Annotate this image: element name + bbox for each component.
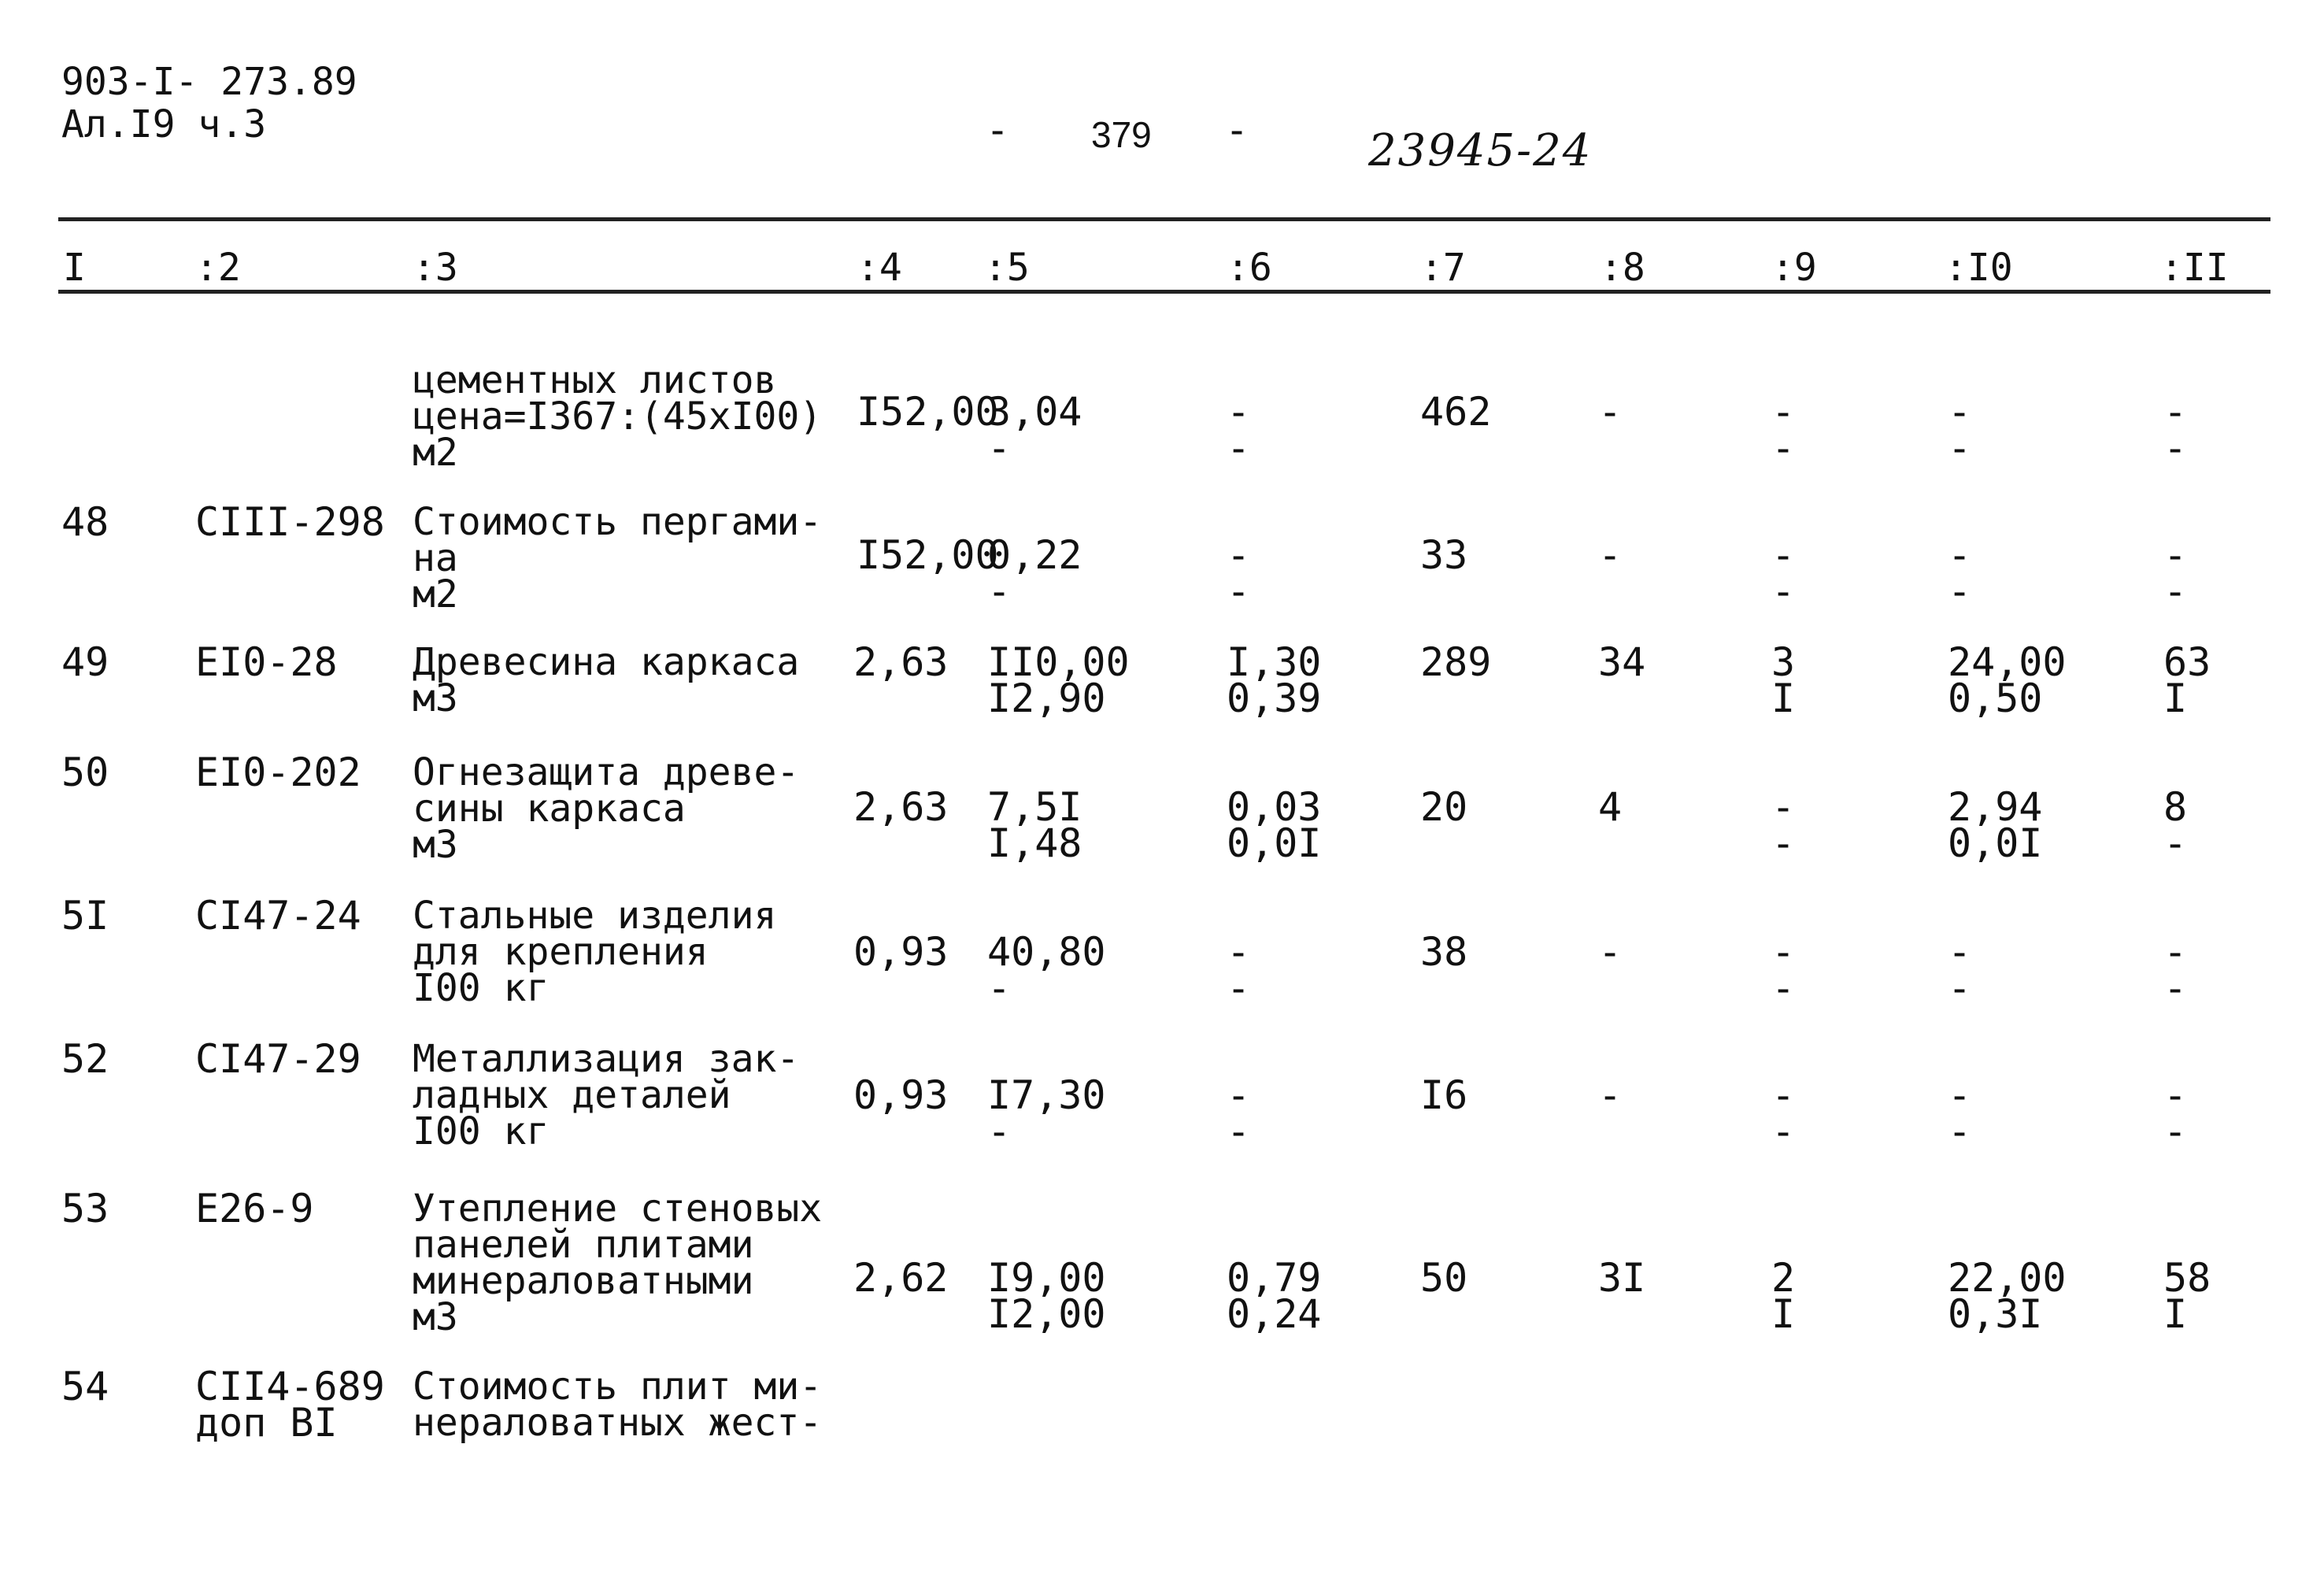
row-number: 50 <box>61 750 109 795</box>
row-code: EI0-28 <box>195 639 338 685</box>
cell-col6: 0,03 0,0I <box>1227 784 1322 866</box>
cell-col4: I52,00 <box>857 532 999 578</box>
cell-col5: 40,80 - <box>987 929 1106 1011</box>
column-header: :5 <box>984 246 1030 290</box>
column-header: :II <box>2160 246 2229 290</box>
row-code: E26-9 <box>195 1186 314 1231</box>
cell-col7: 462 <box>1420 389 1492 435</box>
cell-col5: II0,00 I2,90 <box>987 639 1130 721</box>
cell-col8: - <box>1598 929 1623 975</box>
row-description: цементных листов цена=I367:(45хI00) м2 <box>413 358 823 475</box>
cell-col11: 63 I <box>2163 639 2211 721</box>
row-description: Древесина каркаса м3 <box>413 640 800 720</box>
row-code: CI47-29 <box>195 1036 361 1082</box>
cell-col4: 2,63 <box>853 639 949 685</box>
row-number: 53 <box>61 1186 109 1231</box>
cell-col9: - - <box>1771 532 1796 614</box>
sheet-reference: Ал.I9 ч.3 <box>61 102 267 146</box>
cell-col10: - - <box>1948 1072 1972 1154</box>
row-description: Металлизация зак- ладных деталей I00 кг <box>413 1037 800 1153</box>
cell-col4: 0,93 <box>853 929 949 975</box>
cell-col5: I7,30 - <box>987 1072 1106 1154</box>
handwritten-stamp: 23945-24 <box>1368 125 1593 176</box>
cell-col7: I6 <box>1420 1072 1468 1118</box>
row-code: CI47-24 <box>195 893 361 939</box>
page-dash-left: - <box>986 107 1010 153</box>
cell-col6: - - <box>1227 389 1251 471</box>
row-number: 49 <box>61 639 109 685</box>
cell-col7: 50 <box>1420 1255 1468 1301</box>
cell-col7: 33 <box>1420 532 1468 578</box>
cell-col9: - - <box>1771 929 1796 1011</box>
cell-col5: 3,04 - <box>987 389 1082 471</box>
page-number: 379 <box>1091 114 1152 155</box>
cell-col6: - - <box>1227 929 1251 1011</box>
cell-col9: 2 I <box>1771 1255 1796 1337</box>
cell-col7: 38 <box>1420 929 1468 975</box>
column-header: :6 <box>1227 246 1272 290</box>
cell-col11: - - <box>2163 1072 2188 1154</box>
cell-col10: - - <box>1948 929 1972 1011</box>
row-number: 5I <box>61 893 109 939</box>
cell-col4: 2,63 <box>853 784 949 830</box>
cell-col11: - - <box>2163 389 2188 471</box>
row-code: EI0-202 <box>195 750 361 795</box>
cell-col8: - <box>1598 532 1623 578</box>
row-number: 54 <box>61 1364 109 1409</box>
column-header-rule <box>58 290 2270 294</box>
document-code: 903-I- 273.89 <box>61 60 357 104</box>
cell-col8: - <box>1598 389 1623 435</box>
cell-col11: 58 I <box>2163 1255 2211 1337</box>
cell-col8: 3I <box>1598 1255 1646 1301</box>
cell-col10: 2,94 0,0I <box>1948 784 2043 866</box>
column-header: :7 <box>1420 246 1466 290</box>
row-code: CIII-298 <box>195 499 385 545</box>
cell-col10: - - <box>1948 532 1972 614</box>
column-header: :2 <box>195 246 241 290</box>
cell-col5: 7,5I I,48 <box>987 784 1082 866</box>
cell-col9: - - <box>1771 389 1796 471</box>
cell-col10: 22,00 0,3I <box>1948 1255 2067 1337</box>
page-dash-right: - <box>1225 107 1249 153</box>
column-header: :8 <box>1600 246 1645 290</box>
cell-col6: 0,79 0,24 <box>1227 1255 1322 1337</box>
column-header: :I0 <box>1945 246 2013 290</box>
top-rule <box>58 217 2270 221</box>
cell-col5: 0,22 - <box>987 532 1082 614</box>
cell-col11: - - <box>2163 532 2188 614</box>
row-description: Утепление стеновых панелей плитами минераловатными м3 <box>413 1187 823 1339</box>
column-header: :9 <box>1771 246 1817 290</box>
cell-col4: 2,62 <box>853 1255 949 1301</box>
cell-col10: 24,00 0,50 <box>1948 639 2067 721</box>
cell-col7: 20 <box>1420 784 1468 830</box>
cell-col9: - - <box>1771 1072 1796 1154</box>
row-description: Стоимость пергами- на м2 <box>413 500 823 616</box>
row-description: Огнезащита древе- сины каркаса м3 <box>413 750 800 867</box>
cell-col8: - <box>1598 1072 1623 1118</box>
cell-col9: - - <box>1771 784 1796 866</box>
row-number: 52 <box>61 1036 109 1082</box>
column-header: :4 <box>857 246 902 290</box>
cell-col8: 4 <box>1598 784 1623 830</box>
row-code: CII4-689 доп BI <box>195 1364 385 1446</box>
cell-col7: 289 <box>1420 639 1492 685</box>
cell-col11: 8 - <box>2163 784 2188 866</box>
row-number: 48 <box>61 499 109 545</box>
row-description: Стальные изделия для крепления I00 кг <box>413 894 777 1010</box>
cell-col6: I,30 0,39 <box>1227 639 1322 721</box>
cell-col10: - - <box>1948 389 1972 471</box>
cell-col11: - - <box>2163 929 2188 1011</box>
row-description: Стоимость плит ми- нераловатных жест- <box>413 1364 823 1445</box>
column-header: I <box>63 246 86 290</box>
cell-col4: I52,00 <box>857 389 999 435</box>
cell-col4: 0,93 <box>853 1072 949 1118</box>
column-header: :3 <box>413 246 458 290</box>
cell-col8: 34 <box>1598 639 1646 685</box>
cell-col6: - - <box>1227 1072 1251 1154</box>
cell-col5: I9,00 I2,00 <box>987 1255 1106 1337</box>
cell-col6: - - <box>1227 532 1251 614</box>
cell-col9: 3 I <box>1771 639 1796 721</box>
